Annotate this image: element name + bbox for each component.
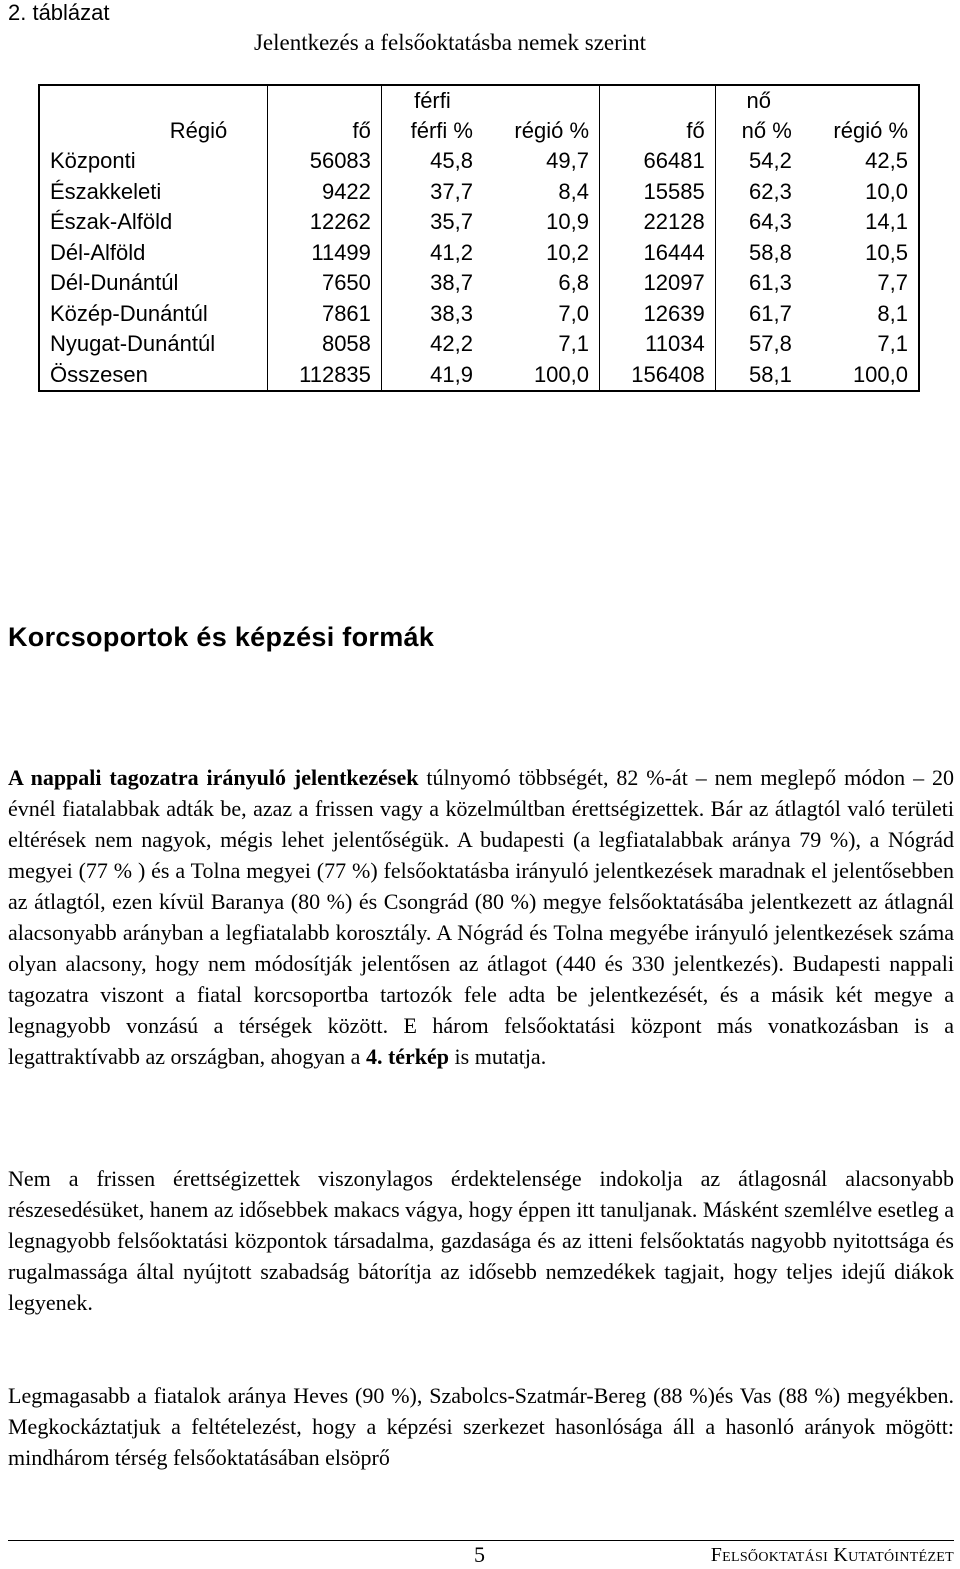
value-cell: 11034 xyxy=(600,329,716,360)
region-cell: Északkeleti xyxy=(50,178,162,204)
table-row xyxy=(39,329,919,360)
value-cell: 156408 xyxy=(600,360,716,392)
value-cell: 9422 xyxy=(268,177,382,208)
table-row xyxy=(39,238,919,269)
value-cell: 62,3 xyxy=(715,177,802,208)
column-header: Régió xyxy=(169,118,228,143)
value-cell: 61,7 xyxy=(715,299,802,330)
table-header-row xyxy=(39,116,919,146)
value-cell: 14,1 xyxy=(865,209,908,234)
regional-applications-table xyxy=(38,84,920,392)
table-row xyxy=(39,177,919,208)
table-group-header-row xyxy=(39,85,919,116)
table-body xyxy=(39,146,919,391)
footer-divider xyxy=(8,1540,954,1541)
value-cell: 58,8 xyxy=(715,238,802,269)
value-cell: 100,0 xyxy=(852,361,908,387)
value-cell: 6,8 xyxy=(558,270,589,295)
region-cell: Dél-Alföld xyxy=(50,239,146,265)
paragraph-bold-lead: A nappali tagozatra irányuló jelentkezések xyxy=(8,765,419,790)
institute-name: Felsőoktatási Kutatóintézet xyxy=(710,1544,954,1566)
value-cell: 7861 xyxy=(268,299,382,330)
table-row xyxy=(39,146,919,177)
value-cell: 58,1 xyxy=(715,360,802,392)
table-row xyxy=(39,207,919,238)
value-cell: 61,3 xyxy=(715,268,802,299)
column-header: nő % xyxy=(715,116,802,146)
region-cell: Központi xyxy=(50,148,136,173)
value-cell: 54,2 xyxy=(715,146,802,177)
value-cell: 11499 xyxy=(268,238,382,269)
value-cell: 7,1 xyxy=(558,331,589,356)
page-number: 5 xyxy=(474,1542,485,1567)
value-cell: 7,7 xyxy=(877,270,908,295)
value-cell: 38,3 xyxy=(381,299,483,330)
value-cell: 7650 xyxy=(268,268,382,299)
column-header: régió % xyxy=(833,118,908,143)
column-header: férfi % xyxy=(381,116,483,146)
value-cell: 15585 xyxy=(600,177,716,208)
value-cell: 12097 xyxy=(600,268,716,299)
region-cell: Dél-Dunántúl xyxy=(50,270,179,295)
table-caption: 2. táblázat xyxy=(8,0,110,25)
table-title: Jelentkezés a felsőoktatásba nemek szerint xyxy=(253,30,647,55)
region-cell: Közép-Dunántúl xyxy=(50,300,208,326)
table-row xyxy=(39,360,919,392)
paragraph-nappali: A nappali tagozatra irányuló jelentkezések túlnyomó többségét, 82 %-át – nem meglepő módon – 20 évnél fiatalabbak adták be, azaz a frissen vagy a közelmúltban érettségizettek. Bár az átlagtól való területi eltérések nem nagyok, mégis lehet jelentőségük. A budapesti (a legfiatalabbak aránya 79 %), a Nógrád megyei (77 % ) és a Tolna megyei (77 %) felsőoktatásba irányuló jelentkezések maradnak el jelentősebben az átlagtól, ezen kívül Baranya (80 %) és Csongrád (80 %) megye felsőoktatásába jelentkezett az átlagnál alacsonyabb arányban a legfiatalabb korosztály. A Nógrád és Tolna megyébe irányuló jelentkezések száma olyan alacsony, hogy nem módosítják jelentősen az átlagot (440 és 330 jelentkezés). Budapesti nappali tagozatra viszont a fiatal korcsoportba tartozók fele adta be jelentkezését, és a másik két megye a legnagyobb vonzású a térségek között. E három felsőoktatási központ más vonatkozásban is a legattraktívabb az országban, ahogyan a 4. térkép is mutatja. xyxy=(8,765,954,1069)
value-cell: 10,9 xyxy=(546,209,589,234)
value-cell: 56083 xyxy=(268,146,382,177)
value-cell: 41,2 xyxy=(381,238,483,269)
value-cell: 66481 xyxy=(600,146,716,177)
value-cell: 45,8 xyxy=(381,146,483,177)
value-cell: 10,0 xyxy=(865,178,908,204)
value-cell: 12639 xyxy=(600,299,716,330)
region-cell: Észak-Alföld xyxy=(50,209,173,234)
value-cell: 10,5 xyxy=(865,239,908,265)
region-cell: Nyugat-Dunántúl xyxy=(50,331,216,356)
value-cell: 7,0 xyxy=(558,300,589,326)
value-cell: 16444 xyxy=(600,238,716,269)
column-header: fő xyxy=(600,116,716,146)
value-cell: 8,1 xyxy=(877,300,908,326)
value-cell: 35,7 xyxy=(381,207,483,238)
value-cell: 64,3 xyxy=(715,207,802,238)
value-cell: 10,2 xyxy=(546,239,589,265)
map-reference: 4. térkép xyxy=(365,1044,450,1069)
value-cell: 42,2 xyxy=(381,329,483,360)
column-header: régió % xyxy=(514,118,589,143)
value-cell: 37,7 xyxy=(381,177,483,208)
paragraph-fiatalok: Legmagasabb a fiatalok aránya Heves (90 %), Szabolcs-Szatmár-Bereg (88 %)és Vas (88 %) megyékben. Megkockáztatjuk a feltételezést, hogy a képzési szerkezet hasonlósága áll a hasonló arányok mögött: mindhárom térség felsőoktatásában elsöprő xyxy=(8,1383,954,1470)
value-cell: 12262 xyxy=(268,207,382,238)
value-cell: 112835 xyxy=(268,360,382,392)
value-cell: 7,1 xyxy=(877,331,908,356)
male-group-header: férfi xyxy=(381,85,483,116)
value-cell: 41,9 xyxy=(381,360,483,392)
value-cell: 38,7 xyxy=(381,268,483,299)
value-cell: 49,7 xyxy=(546,148,589,173)
value-cell: 8058 xyxy=(268,329,382,360)
value-cell: 42,5 xyxy=(865,148,908,173)
value-cell: 8,4 xyxy=(558,178,589,204)
value-cell: 57,8 xyxy=(715,329,802,360)
female-group-header: nő xyxy=(715,85,802,116)
section-heading: Korcsoportok és képzési formák xyxy=(8,622,435,652)
value-cell: 100,0 xyxy=(533,361,589,387)
paragraph-idosebbek: Nem a frissen érettségizettek viszonylagos érdektelensége indokolja az átlagosnál alacsonyabb részesedésüket, hanem az idősebbek makacs vágya, hogy éppen itt tanuljanak. Másként szemlélve esetleg a legnagyobb felsőoktatási központok társadalma, gazdasága és az itteni felsőoktatás nagyobb nyitottsága és rugalmassága által nyújtott szabadság bátorítja az idősebb nemzedékek tagjait, hogy teljes idejű diákok legyenek. xyxy=(8,1166,954,1315)
table-row xyxy=(39,268,919,299)
column-header: fő xyxy=(268,116,382,146)
table-row xyxy=(39,299,919,330)
region-cell: Összesen xyxy=(50,361,148,387)
value-cell: 22128 xyxy=(600,207,716,238)
